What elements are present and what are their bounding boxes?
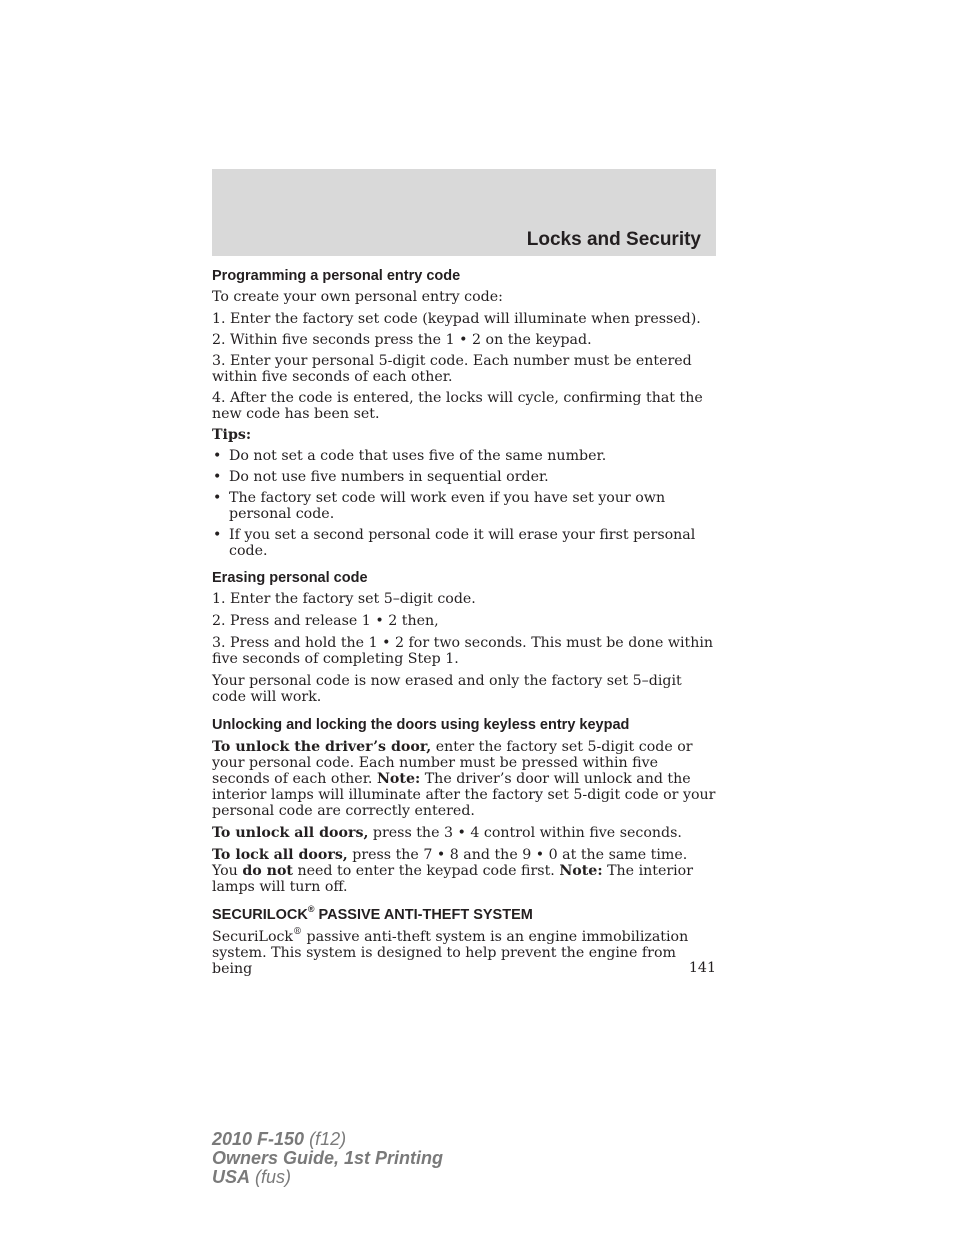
erase-step-2: 2. Press and release 1 • 2 then,	[212, 613, 439, 629]
page-content	[212, 266, 716, 977]
footer-region-line: USA (fus)	[212, 1167, 292, 1187]
erase-step-3: 3. Press and hold the 1 • 2 for two seconds. This must be done within five seconds of completing Step 1.	[212, 635, 714, 667]
paragraph-unlock-all: To unlock all doors, press the 3 • 4 control within five seconds.	[212, 825, 682, 841]
page-number: 141	[688, 960, 716, 976]
section-title: Locks and Security	[526, 229, 701, 250]
bullet-icon: •	[213, 448, 222, 464]
bullet-icon: •	[213, 490, 222, 506]
paragraph-intro: To create your own personal entry code:	[212, 289, 503, 305]
bullet-icon: •	[213, 469, 222, 485]
section-header-band	[212, 169, 716, 256]
bullet-icon: •	[213, 527, 222, 543]
step-1: 1. Enter the factory set code (keypad will illuminate when pressed).	[212, 311, 701, 327]
step-3: 3. Enter your personal 5-digit code. Each number must be entered within five seconds of each other.	[212, 353, 692, 385]
heading-erasing-code: Erasing personal code	[212, 570, 368, 586]
erase-step-1: 1. Enter the factory set 5–digit code.	[212, 591, 476, 607]
paragraph-securilock: SecuriLock® passive anti-theft system is an engine immobilization system. This system is designed to help prevent the engine from being	[212, 927, 689, 977]
footer-printing-line: Owners Guide, 1st Printing	[212, 1148, 444, 1168]
heading-programming-code: Programming a personal entry code	[212, 268, 461, 284]
footer-model-line: 2010 F-150 (f12)	[212, 1129, 347, 1149]
step-2: 2. Within five seconds press the 1 • 2 on the keypad.	[212, 332, 592, 348]
paragraph-unlock-driver: To unlock the driver’s door, enter the factory set 5-digit code or your personal code. Each number must be pressed within five seconds of each other. Note: The driver’s door will unlock and the interior lamps will illuminate after the factory set 5-digit code or your personal code are correctly entered.	[212, 739, 716, 819]
tip-item: • If you set a second personal code it will erase your first personal code.	[213, 527, 696, 559]
document-footer	[212, 1130, 443, 1187]
paragraph-lock-all: To lock all doors, press the 7 • 8 and the 9 • 0 at the same time. You do not need to enter the keypad code first. Note: The interior lamps will turn off.	[212, 847, 693, 895]
heading-keyless-entry: Unlocking and locking the doors using keyless entry keypad	[212, 717, 630, 733]
tip-item: • The factory set code will work even if you have set your own personal code.	[213, 490, 666, 522]
heading-securilock: SECURILOCK® PASSIVE ANTI-THEFT SYSTEM	[212, 904, 533, 923]
tip-item: • Do not set a code that uses five of the same number.	[213, 448, 607, 464]
step-4: 4. After the code is entered, the locks will cycle, confirming that the new code has been set.	[212, 390, 703, 422]
erase-note: Your personal code is now erased and only the factory set 5–digit code will work.	[212, 673, 682, 705]
tips-label: Tips:	[212, 427, 252, 443]
tip-item: • Do not use five numbers in sequential order.	[213, 469, 549, 485]
